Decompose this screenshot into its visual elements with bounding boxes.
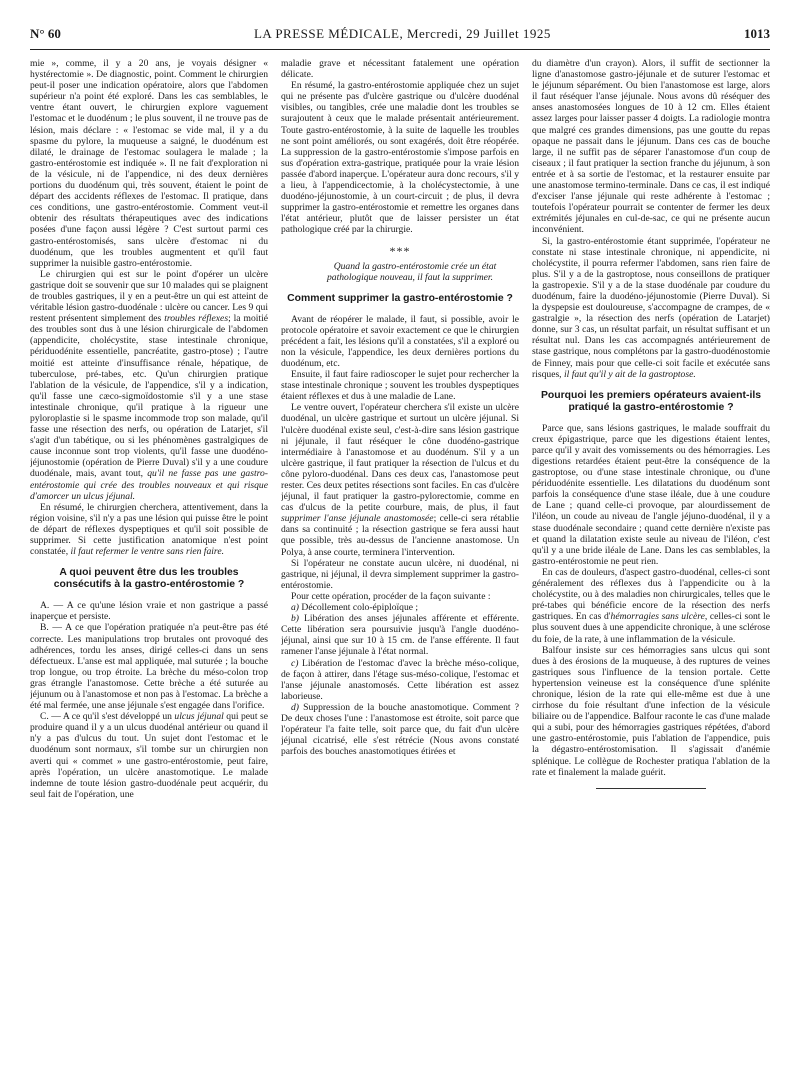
paragraph: Pour cette opération, procéder de la façon suivante : [291, 590, 491, 602]
journal-title: LA PRESSE MÉDICALE, Mercredi, 29 Juillet 1925 [253, 26, 551, 41]
column-2 [281, 58, 519, 1068]
paragraph: du diamètre d'un crayon). Alors, il suffit de sectionner la ligne d'anastomose gastro-jéjunale et de suturer l'estomac et le jéjunum séparément. Ou bien l'anastomose est large, alors il faut réséquer l'anse jéjunale. Nous avons dû réséquer des anses anastomosées longues de 10 à 12 cm. Elles étaient assez larges pour laisser passer 4 doigts. La radiologie montra que malgré ces grandes dimensions, pas une goutte du repas opaque ne passait dans le jéjunum. Dans ces cas de bouche large, il ne suffit pas de séparer l'anastomose d'un coup de ciseaux ; il faut pratiquer la section franche du jéjunum, à son entrée et à sa sortie de l'estomac, et la restaurer ensuite par une anastomose termino-terminale. Dans ce cas, il est indiqué d'exciser l'anse jéjunale qui reste adhérente à l'estomac ; toutefois l'opérateur pourrait se contenter de fermer les deux extrémités jéjunales en cul-de-sac, ce qui ne présente aucun inconvénient. [532, 58, 770, 236]
section-heading: Pourquoi les premiers opérateurs avaient-ils pratiqué la gastro-entérostomie ? [540, 389, 761, 413]
pull-quote: Quand la gastro-entérostomie crée un état pathologique nouveau, il faut la supprimer. [326, 260, 497, 283]
list-item: c) Libération de l'estomac d'avec la brèche méso-colique, de façon à attirer, dans l'étage sus-méso-colique, l'estomac et l'anse jéjunale anastomosés. Cette libération est assez laborieuse. [281, 657, 519, 702]
list-item: a) Décollement colo-épiploïque ; [291, 602, 419, 614]
paragraph: Si, la gastro-entérostomie étant supprimée, l'opérateur ne constate ni stase intestinale chronique, ni appendicite, ni cholécystite, il pourra refermer l'abdomen, sans rien faire de plus. S'il y a de la gastroptose, nous conseillons de pratiquer la gastropexie. S'il y a de la stase duodénale par coudure du duodénum, faire la duodéno-jéjunostomie (Pierre Duval). Si la dyspepsie est douloureuse, s'accompagne de crampes, de « gastralgie », la résection des nerfs (opération de Latarjet) donne, sur 3 cas, un résultat parfait, un résultat suffisant et un résultat nul. Dans les cas accompagnés antérieurement de stase gastrique, nous complétons par la gastro-duodénostomie de Finney, mais pour que celle-ci soit facile et exécutée sans risques, il faut qu'il y ait de la gastroptose. [532, 235, 770, 380]
running-header [30, 26, 770, 50]
paragraph: Le chirurgien qui est sur le point d'opérer un ulcère gastrique doit se souvenir que sur 10 malades qui se plaignent de troubles gastriques, il y en a peut-être un qui est atteint de véritable lésion gastro-duodénale : ulcère ou cancer. Les 9 qui restent présentent simplement des troubles réflexes; la moitié des troubles sont dus à une lésion chirurgicale de l'abdomen (appendicite, cholécystite, stase intestinale chronique, périduodénite essentielle, pancréatite, gastro-ptose) ; l'autre moitié est atteinte d'insuffisance rénale, hépatique, de tuberculose, pré-tabes, etc. Qu'un chirurgien pratique l'ablation de la vésicule, de l'appendice, s'il y a indication, qu'il fasse une cæco-sigmoïdostomie s'il y a une stase intestinale chronique, qu'il pratique à la rigueur une pyloroplastie si le spasme incommode trop son malade, qu'il fasse une résection des nerfs, ou opération de Latarjet, s'il s'agit d'un tabétique, ou si les phénomènes gastralgiques de cause inconnue sont trop violents, qu'il fasse une duodéno-jéjunostomie (opération de Pierre Duval) s'il y a une coudure duodénale, mais, avant tout, qu'il ne fasse pas une gastro-entérostomie qui crée des troubles nouveaux et qui risque d'amorcer un ulcus jéjunal. [30, 268, 268, 502]
section-heading: A quoi peuvent être dus les troubles consécutifs à la gastro-entérostomie ? [53, 567, 245, 591]
issue-number: N° 60 [30, 26, 61, 41]
paragraph: Avant de réopérer le malade, il faut, si possible, avoir le protocole opératoire et savoir exactement ce que le chirurgien précédent a fait, les lésions qu'il a constatées, s'il a exploré ou non la vésicule, l'appendice, les deux dernières portions du duodénum, etc. [281, 313, 519, 369]
list-item: C. — A ce qu'il s'est développé un ulcus jéjunal qui peut se produire quand il y a un ulcus duodénal antérieur ou quand il n'y a pas d'ulcus du tout. Un sujet dont l'estomac et le duodénum sont normaux, s'il tombe sur un chirurgien non averti qui « commet » une gastro-entérostomie, peut faire, après l'opération, un ulcère anastomotique. Le malade indemne de toute lésion gastro-duodénale peut acquérir, du seul fait de l'opération, une [30, 711, 268, 800]
paragraph: En résumé, le chirurgien cherchera, attentivement, dans la région voisine, s'il n'y a pas une lésion qui puisse être le point de départ de réflexes dyspeptiques et qu'il soit possible de supprimer. Si cette justification anatomique n'est point constatée, il faut refermer le ventre sans rien faire. [30, 501, 268, 558]
paragraph: Le ventre ouvert, l'opérateur cherchera s'il existe un ulcère duodénal, un ulcère gastrique et surtout un ulcère jéjunal. Si l'ulcère duodénal existe seul, c'est-à-dire sans lésion gastrique ni jéjunale, il faut réséquer le cône duodéno-gastrique intermédiaire à l'anastomose et au duodénum. S'il y a un ulcère gastrique, il faut pratiquer la résection de l'ulcus et du cône pyloro-duodénal. Dans ces deux cas, l'anastomose peut rester. Ces deux petites résections sont faciles. En cas d'ulcère jéjunal, il faut pratiquer la gastro-pylorectomie, comme en cas d'ulcus de la petite courbure, mais, de plus, il faut supprimer l'anse jéjunale anastomosée; celle-ci sera rétablie dans sa continuité ; la résection gastrique se fera aussi haut que possible, très au-dessus de l'ancienne anastomose. Un Polya, à anse courte, terminera l'intervention. [281, 402, 519, 558]
list-item: d) Suppression de la bouche anastomotique. Comment ? De deux choses l'une : l'anastomose est étroite, soit parce que l'opérateur l'a faite telle, soit parce que, du fait d'un ulcère jéjunal cicatrisé, elle s'est rétrécie (Nous avons constaté parfois des bouches anastomotiques étirées et [281, 701, 519, 758]
paragraph: En cas de douleurs, d'aspect gastro-duodénal, celles-ci sont généralement des réflexes dus à l'appendicite ou à la cholécystite, ou à des maladies non chirurgicales, telles que le pré-tabes qui bénéficie encore de la résection des nerfs gastriques. En cas d'hémorragies sans ulcère, celles-ci sont le plus souvent dues à une appendicite chronique, à une sclérose du foie, de la rate, à une inflammation de la vésicule. [532, 566, 770, 645]
list-item: B. — A ce que l'opération pratiquée n'a peut-être pas été correcte. Les manipulations trop brutales ont provoqué des adhérences, tordu les anses, dirigé celles-ci dans un sens défectueux. L'anse est mal appliquée, mal suturée ; la bouche trop longue, ou trop étroite. La brèche du méso-colon trop gras étrangle l'anastomose. Cette brèche a été suturée au jéjunum ou à l'anastomose et non pas à l'estomac. La brèche a été mal fermée, une anse jéjunale s'est engagée dans l'orifice. [30, 622, 268, 712]
list-item: A. — A ce qu'une lésion vraie et non gastrique a passé inaperçue et persiste. [30, 600, 268, 623]
paragraph: Si l'opérateur ne constate aucun ulcère, ni duodénal, ni gastrique, ni jéjunal, il devra simplement supprimer la gastro-entérostomie. [281, 557, 519, 591]
paragraph: En résumé, la gastro-entérostomie appliquée chez un sujet qui ne présente pas d'ulcère gastrique ou d'ulcère duodénal visibles, ou tangibles, crée une maladie dont les troubles se surajoutent à ceux que le malade présentait antérieurement. Toute gastro-entérostomie, à la suite de laquelle les troubles ne sont point améliorés, ou sont exagérés, doit être réopérée. La suppression de la gastro-entérostomie s'impose parfois en sus d'opération extra-gastrique, pratiquée pour la vraie lésion passée d'abord inaperçue. L'opérateur aura donc recours, s'il y a lieu, à l'appendicectomie, à la cholécystectomie, à une duodéno-jéjunostomie, à un court-circuit ; de plus, il devra supprimer la gastro-entérostomie et remettre les organes dans l'état antérieur, plutôt que de laisser persister un état pathologique créé par la chirurgie. [281, 80, 519, 236]
paragraph: Ensuite, il faut faire radioscoper le sujet pour rechercher la stase intestinale chronique ; souvent les troubles dyspeptiques étaient réflexes et dus à une maladie de Lane. [281, 369, 519, 403]
section-heading: Comment supprimer la gastro-entérostomie ? [287, 292, 513, 304]
list-item: b) Libération des anses jéjunales afférente et efférente. Cette libération sera poursuivie jusqu'à l'angle duodéno-jéjunal, ainsi que sur 10 à 15 cm. de l'anse efférente. Il faut ramener l'anse jéjunale à l'état normal. [281, 613, 519, 658]
end-rule [596, 788, 706, 789]
paragraph: maladie grave et nécessitant fatalement une opération délicate. [281, 58, 519, 81]
paragraph: Balfour insiste sur ces hémorragies sans ulcus qui sont dues à des érosions de la muqueuse, à des ruptures de veines gastriques sous l'influence de la tension portale. Cette hypertension veineuse est la conséquence d'une splénite chronique, lésion de la rate qui elle-même est due à une cirrhose du foie résultant d'une infection de la vésicule biliaire ou de l'appendice. Balfour raconte le cas d'une malade qui a subi, pour des hémorragies gastriques répétées, d'abord une gastro-entérostomie, puis l'ablation de l'appendice, puis la dégastro-entérostomisation. Il s'agissait d'anémie splénique. Le collègue de Rochester pratiqua l'ablation de la rate et finalement la malade guérit. [532, 644, 770, 778]
column-1 [30, 58, 268, 1068]
page-number: 1013 [744, 26, 770, 41]
paragraph: Parce que, sans lésions gastriques, le malade souffrait du creux épigastrique, parce que les digestions étaient lentes, parce qu'il y avait des vomissements ou des hémorragies. Les digestions retardées étaient peut-être la conséquence de la gastroptose, ou d'une stase intestinale chronique, ou d'une périduodénite essentielle. Les dilatations du duodénum sont parfois la conséquence d'une stase iléale, due à une coudure de Lane ; quand celle-ci provoque, par alourdissement de l'iléon, un coude au niveau de l'angle jéjuno-duodénal, il y a stase duodénale secondaire ; quand cette dernière n'existe pas et quand la dilatation existe seule au niveau de l'iléon, c'est qu'il y a une bride iléale de Lane. Dans les cas semblables, la gastro-entérostomie ne peut rien. [532, 422, 770, 567]
column-3 [532, 58, 770, 1068]
article-columns [30, 58, 770, 1068]
asterism-divider: *** [389, 243, 411, 258]
paragraph: mie », comme, il y a 20 ans, je voyais désigner « hystérectomie ». De diagnostic, point. Comment le chirurgien peut-il poser une indication opératoire, alors que l'abdomen supérieur n'a point été exploré. Dans les cas semblables, le ventre étant ouvert, le chirurgien explore vaguement l'estomac et le duodénum ; le plus souvent, il ne trouve pas de lésion, mais déclare : « l'estomac se vide mal, il y a du spasme du pylore, la muqueuse a saigné, le duodénum est dilaté, le drainage de l'estomac soulagera le malade ; la gastro-entérostomie est indiquée ». Il ne fait d'exploration ni de la vésicule, ni de l'appendice, ni des deux dernières portions du duodénum qui, très souvent, étaient le point de départ des accidents réflexes de l'estomac. Il pratique, dans ces conditions, une gastro-entérostomie. Comment veut-il obtenir des résultats thérapeutiques avec des indications posées d'une façon aussi légère ? C'est surtout parmi ces gastro-entérostomisés, sans ulcère d'estomac ni du duodénum, que les troubles augmentent et qu'il faut supprimer la nuisible gastro-entérostomie. [30, 58, 268, 269]
